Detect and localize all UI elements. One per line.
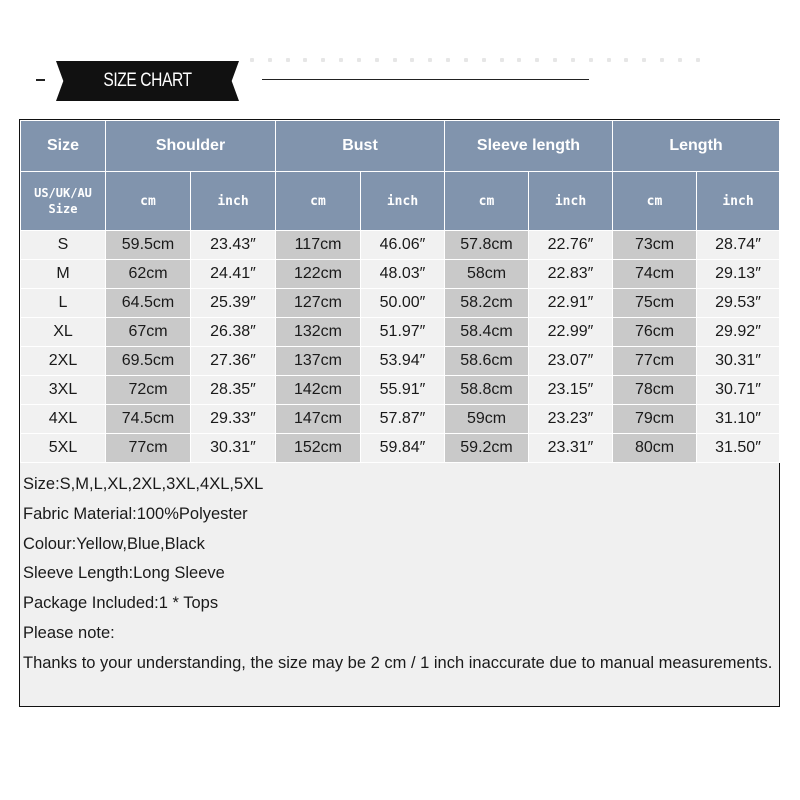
size-label-cell: L	[21, 289, 106, 318]
decorative-dot	[393, 58, 397, 62]
note-line: Size:S,M,L,XL,2XL,3XL,4XL,5XL	[23, 475, 264, 493]
measurement-cell: 58.2cm	[445, 289, 529, 318]
measurement-cell: 77cm	[106, 434, 191, 463]
measurement-cell: 25.39″	[191, 289, 276, 318]
measurement-cell: 30.71″	[697, 376, 780, 405]
decorative-dot	[607, 58, 611, 62]
header-bust: Bust	[276, 121, 445, 172]
measurement-cell: 72cm	[106, 376, 191, 405]
measurement-cell: 67cm	[106, 318, 191, 347]
decorative-dot	[339, 58, 343, 62]
measurement-cell: 23.23″	[529, 405, 613, 434]
measurement-cell: 29.92″	[697, 318, 780, 347]
decorative-dot	[571, 58, 575, 62]
unit-header-row	[21, 172, 780, 231]
measurement-cell: 74.5cm	[106, 405, 191, 434]
measurement-cell: 50.00″	[361, 289, 445, 318]
title-rule	[262, 79, 589, 80]
note-line: Sleeve Length:Long Sleeve	[23, 564, 225, 583]
unit-header: inch	[529, 172, 613, 231]
measurement-cell: 58.8cm	[445, 376, 529, 405]
header-size: Size	[21, 121, 106, 172]
measurement-cell: 122cm	[276, 260, 361, 289]
header-size-region	[21, 172, 106, 231]
decorative-dot	[428, 58, 432, 62]
decorative-dot	[482, 58, 486, 62]
measurement-cell: 57.87″	[361, 405, 445, 434]
measurement-cell: 53.94″	[361, 347, 445, 376]
size-table	[20, 120, 780, 463]
note-line: Fabric Material:100%Polyester	[23, 504, 248, 523]
measurement-cell: 29.53″	[697, 289, 780, 318]
measurement-cell: 137cm	[276, 347, 361, 376]
table-row	[21, 318, 780, 347]
unit-header: inch	[191, 172, 276, 231]
measurement-cell: 46.06″	[361, 231, 445, 260]
measurement-cell: 76cm	[613, 318, 697, 347]
measurement-cell: 22.83″	[529, 260, 613, 289]
decorative-dot	[678, 58, 682, 62]
table-row	[21, 376, 780, 405]
measurement-cell: 62cm	[106, 260, 191, 289]
measurement-cell: 28.74″	[697, 231, 780, 260]
table-row	[21, 405, 780, 434]
measurement-cell: 75cm	[613, 289, 697, 318]
measurement-cell: 23.07″	[529, 347, 613, 376]
measurement-cell: 51.97″	[361, 318, 445, 347]
measurement-cell: 22.91″	[529, 289, 613, 318]
measurement-cell: 29.13″	[697, 260, 780, 289]
title-dash	[36, 79, 45, 81]
measurement-cell: 22.76″	[529, 231, 613, 260]
size-label-cell: M	[21, 260, 106, 289]
decorative-dot	[517, 58, 521, 62]
measurement-cell: 59.2cm	[445, 434, 529, 463]
size-label-cell: S	[21, 231, 106, 260]
note-line: Thanks to your understanding, the size may be 2 cm / 1 inch inaccurate due to manual measurements.	[23, 653, 773, 672]
decorative-dot	[500, 58, 504, 62]
measurement-cell: 73cm	[613, 231, 697, 260]
table-row	[21, 231, 780, 260]
decorative-dots	[250, 58, 700, 68]
unit-header: cm	[106, 172, 191, 231]
group-header-row	[21, 121, 780, 172]
size-label-cell: 4XL	[21, 405, 106, 434]
table-row	[21, 347, 780, 376]
measurement-cell: 23.31″	[529, 434, 613, 463]
measurement-cell: 22.99″	[529, 318, 613, 347]
decorative-dot	[321, 58, 325, 62]
size-chart-panel	[19, 119, 780, 707]
measurement-cell: 59.5cm	[106, 231, 191, 260]
decorative-dot	[286, 58, 290, 62]
measurement-cell: 59.84″	[361, 434, 445, 463]
measurement-cell: 58cm	[445, 260, 529, 289]
decorative-dot	[303, 58, 307, 62]
header-size-region-line1: US/UK/AU	[34, 186, 92, 200]
decorative-dot	[660, 58, 664, 62]
size-label-cell: XL	[21, 318, 106, 347]
size-label-cell: 2XL	[21, 347, 106, 376]
note-line: Colour:Yellow,Blue,Black	[23, 534, 205, 553]
note-line: Please note:	[23, 623, 115, 642]
measurement-cell: 24.41″	[191, 260, 276, 289]
measurement-cell: 26.38″	[191, 318, 276, 347]
unit-header: cm	[613, 172, 697, 231]
decorative-dot	[464, 58, 468, 62]
measurement-cell: 152cm	[276, 434, 361, 463]
measurement-cell: 79cm	[613, 405, 697, 434]
measurement-cell: 48.03″	[361, 260, 445, 289]
unit-header: inch	[361, 172, 445, 231]
measurement-cell: 30.31″	[697, 347, 780, 376]
measurement-cell: 127cm	[276, 289, 361, 318]
measurement-cell: 59cm	[445, 405, 529, 434]
decorative-dot	[553, 58, 557, 62]
measurement-cell: 31.10″	[697, 405, 780, 434]
decorative-dot	[589, 58, 593, 62]
product-notes	[23, 470, 775, 679]
measurement-cell: 55.91″	[361, 376, 445, 405]
header-size-region-line2: Size	[48, 202, 78, 216]
measurement-cell: 142cm	[276, 376, 361, 405]
measurement-cell: 57.8cm	[445, 231, 529, 260]
measurement-cell: 58.6cm	[445, 347, 529, 376]
measurement-cell: 23.15″	[529, 376, 613, 405]
table-row	[21, 260, 780, 289]
measurement-cell: 29.33″	[191, 405, 276, 434]
decorative-dot	[410, 58, 414, 62]
decorative-dot	[446, 58, 450, 62]
header-length: Length	[613, 121, 780, 172]
measurement-cell: 147cm	[276, 405, 361, 434]
decorative-dot	[535, 58, 539, 62]
measurement-cell: 28.35″	[191, 376, 276, 405]
page-title: SIZE CHART	[103, 70, 192, 91]
decorative-dot	[375, 58, 379, 62]
measurement-cell: 23.43″	[191, 231, 276, 260]
note-line: Package Included:1 * Tops	[23, 594, 219, 613]
measurement-cell: 31.50″	[697, 434, 780, 463]
size-label-cell: 5XL	[21, 434, 106, 463]
measurement-cell: 80cm	[613, 434, 697, 463]
measurement-cell: 74cm	[613, 260, 697, 289]
decorative-dot	[268, 58, 272, 62]
measurement-cell: 58.4cm	[445, 318, 529, 347]
unit-header: cm	[445, 172, 529, 231]
header-sleeve-length: Sleeve length	[445, 121, 613, 172]
table-body	[21, 231, 780, 463]
measurement-cell: 78cm	[613, 376, 697, 405]
decorative-dot	[250, 58, 254, 62]
unit-header: cm	[276, 172, 361, 231]
measurement-cell: 30.31″	[191, 434, 276, 463]
measurement-cell: 27.36″	[191, 347, 276, 376]
table-row	[21, 434, 780, 463]
decorative-dot	[357, 58, 361, 62]
measurement-cell: 132cm	[276, 318, 361, 347]
decorative-dot	[642, 58, 646, 62]
measurement-cell: 117cm	[276, 231, 361, 260]
size-label-cell: 3XL	[21, 376, 106, 405]
measurement-cell: 64.5cm	[106, 289, 191, 318]
unit-header: inch	[697, 172, 780, 231]
table-row	[21, 289, 780, 318]
header-shoulder: Shoulder	[106, 121, 276, 172]
measurement-cell: 69.5cm	[106, 347, 191, 376]
decorative-dot	[624, 58, 628, 62]
measurement-cell: 77cm	[613, 347, 697, 376]
decorative-dot	[696, 58, 700, 62]
